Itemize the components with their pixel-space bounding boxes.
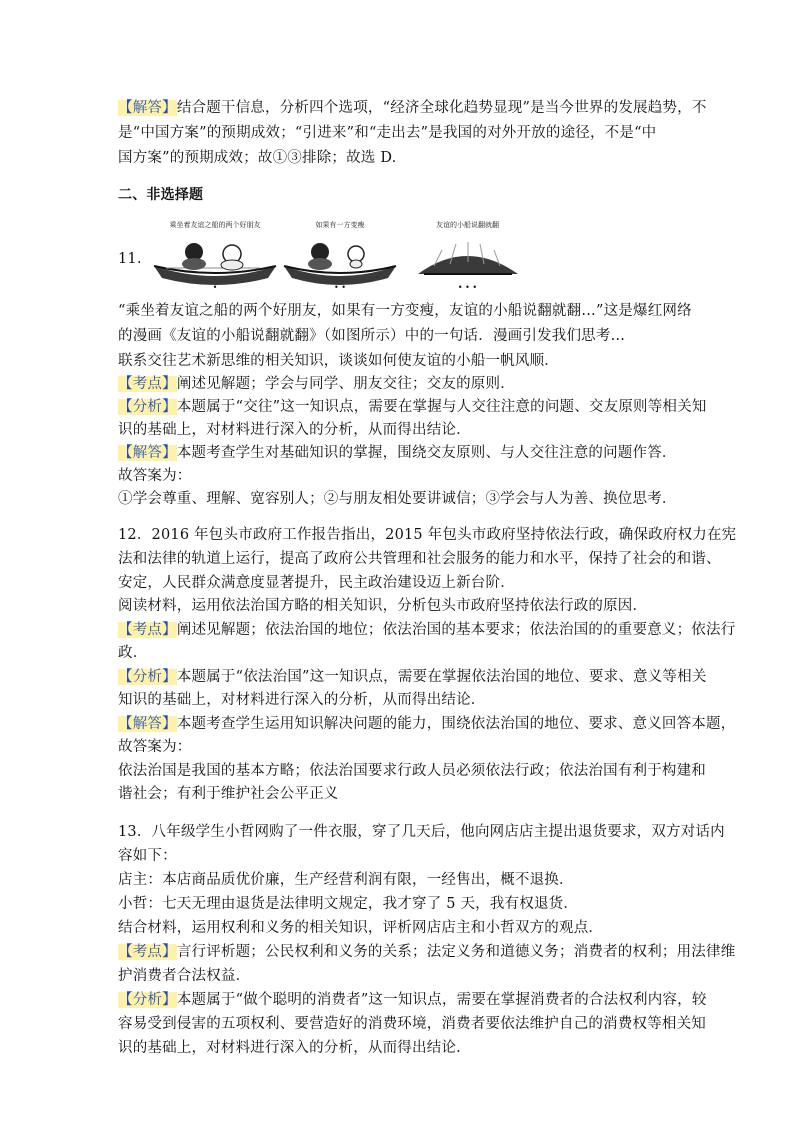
q13-stem-line-3: 店主：本店商品质优价廉，生产经营利润有限，一经售出，概不退换． — [118, 872, 574, 888]
q13-analysis-line-1 — [118, 990, 707, 1010]
q13-kaodian-text: 言行评析题；公民权利和义务的关系；法定义务和道德义务；消费者的权利；用法律维 — [176, 944, 736, 960]
q12-analysis-line-1 — [118, 667, 707, 687]
panel-dot: • • — [334, 283, 346, 292]
q13-stem-line-5: 结合材料，运用权利和义务的相关知识，评析网店店主和小哲双方的观点． — [118, 920, 604, 936]
q13-analysis-line-3: 识的基础上，对材料进行深入的分析，从而得出结论． — [118, 1040, 471, 1056]
comic-panel-1-caption: 乘坐着友谊之船的两个好朋友 — [169, 221, 261, 229]
comic-panel-2 — [280, 220, 400, 292]
analysis-tag: 【分析】 — [118, 399, 177, 415]
comic-panel-2-caption: 如果有一方变瘦 — [315, 221, 365, 229]
q13-analysis-line-2: 容易受到侵害的五项权利、要营造好的消费环境，消费者要依法维护自己的消费权等相关知 — [118, 1016, 706, 1032]
answer-tag: 【解答】 — [118, 445, 177, 461]
q10-answer-text: 结合题干信息，分析四个选项，“经济全球化趋势显现”是当今世界的发展趋势，不 — [176, 100, 707, 116]
q12-stem-line-1: 12．2016 年包头市政府工作报告指出，2015 年包头市政府坚持依法行政，确保政府权力在宪 — [118, 527, 737, 543]
q13-kaodian-line-2: 护消费者合法权益． — [118, 968, 251, 984]
q10-answer-line-2: 是“中国方案”的预期成效；“引进来”和“走出去”是我国的对外开放的途径，不是“中 — [118, 125, 657, 141]
boat-two-friends-illustration — [150, 220, 280, 292]
q13-stem-line-2: 容如下： — [118, 848, 177, 864]
comic-panel-3 — [410, 220, 525, 292]
q13-stem-line-4: 小哲：七天无理由退货是法律明文规定，我才穿了 5 天，我有权退货． — [118, 896, 579, 912]
analysis-tag: 【分析】 — [118, 669, 177, 685]
comic-panel-3-caption: 友谊的小船说翻就翻 — [436, 221, 499, 229]
q12-answer-line-4: 谐社会；有利于维护社会公平正义 — [118, 786, 339, 802]
q11-stem-line-2: 的漫画《友谊的小船说翻就翻》（如图所示）中的一句话．漫画引发我们思考… — [118, 328, 626, 344]
analysis-tag: 【分析】 — [118, 992, 177, 1008]
q10-answer-line-3: 国方案”的预期成效；故①③排除；故选 D. — [118, 150, 397, 166]
q12-analysis-line-2: 知识的基础上，对材料进行深入的分析，从而得出结论． — [118, 692, 486, 708]
q13-stem-line-1: 13．八年级学生小哲网购了一件衣服，穿了几天后，他向网店店主提出退货要求，双方对话内 — [118, 824, 725, 840]
q11-number: 11. — [118, 251, 142, 267]
q11-analysis-text: 本题属于“交往”这一知识点，需要在掌握与人交往注意的问题、交友原则等相关知 — [176, 399, 707, 415]
answer-tag: 【解答】 — [118, 716, 177, 732]
q12-answer-line-1 — [118, 714, 735, 734]
capsized-boat-illustration — [410, 220, 525, 292]
q10-answer-line-1 — [118, 98, 707, 118]
q11-answer-line-1 — [118, 443, 677, 463]
q11-stem-line-1: “乘坐着友谊之船的两个好朋友，如果有一方变瘦，友谊的小船说翻就翻…”这是爆红网络 — [118, 303, 692, 319]
q11-kaodian — [118, 374, 515, 394]
q11-stem-line-3: 联系交往艺术新思维的相关知识，谈谈如何使友谊的小船一帆风顺． — [118, 353, 559, 369]
q11-answer-text: 本题考查学生对基础知识的掌握，围绕交友原则、与人交往注意的问题作答． — [176, 445, 677, 461]
answer-tag: 【解答】 — [118, 100, 177, 116]
q12-analysis-text: 本题属于“依法治国”这一知识点，需要在掌握依法治国的地位、要求、意义等相关 — [176, 669, 707, 685]
q12-answer-line-3: 依法治国是我国的基本方略；依法治国要求行政人员必须依法行政；依法治国有利于构建和 — [118, 763, 706, 779]
q11-kaodian-text: 阐述见解题；学会与同学、朋友交往；交友的原则． — [176, 376, 515, 392]
kaodian-tag: 【考点】 — [118, 376, 177, 392]
q11-answer-line-3: ①学会尊重、理解、宽容别人；②与朋友相处要讲诚信；③学会与人为善、换位思考． — [118, 491, 677, 507]
q12-stem-line-3: 安定，人民群众满意度显著提升，民主政治建设迈上新台阶． — [118, 575, 515, 591]
boat-one-thin-illustration — [280, 220, 400, 292]
q12-kaodian-text: 阐述见解题；依法治国的地位；依法治国的基本要求；依法治国的的重要意义；依法行 — [176, 622, 736, 638]
q12-kaodian-line-1 — [118, 620, 735, 640]
q11-analysis-line-2: 识的基础上，对材料进行深入的分析，从而得出结论． — [118, 422, 471, 438]
kaodian-tag: 【考点】 — [118, 944, 177, 960]
q12-stem-line-4: 阅读材料，运用依法治国方略的相关知识，分析包头市政府坚持依法行政的原因． — [118, 598, 648, 614]
q13-analysis-text: 本题属于“做个聪明的消费者”这一知识点，需要在掌握消费者的合法权利内容，较 — [176, 992, 707, 1008]
q11-analysis-line-1 — [118, 397, 707, 417]
kaodian-tag: 【考点】 — [118, 622, 177, 638]
panel-dot: • • • — [457, 283, 478, 292]
q12-answer-line-2: 故答案为： — [118, 739, 192, 755]
section-title: 二、非选择题 — [118, 187, 204, 203]
q13-kaodian-line-1 — [118, 942, 735, 962]
q12-kaodian-line-2: 政． — [118, 645, 148, 661]
q12-stem-line-2: 法和法律的轨道上运行，提高了政府公共管理和社会服务的能力和水平，保持了社会的和谐、 — [118, 551, 721, 567]
panel-dot: • — [212, 283, 218, 292]
comic-panel-1 — [150, 220, 280, 292]
q11-answer-line-2: 故答案为： — [118, 468, 192, 484]
q12-answer-text: 本题考查学生运用知识解决问题的能力，围绕依法治国的地位、要求、意义回答本题， — [176, 716, 736, 732]
